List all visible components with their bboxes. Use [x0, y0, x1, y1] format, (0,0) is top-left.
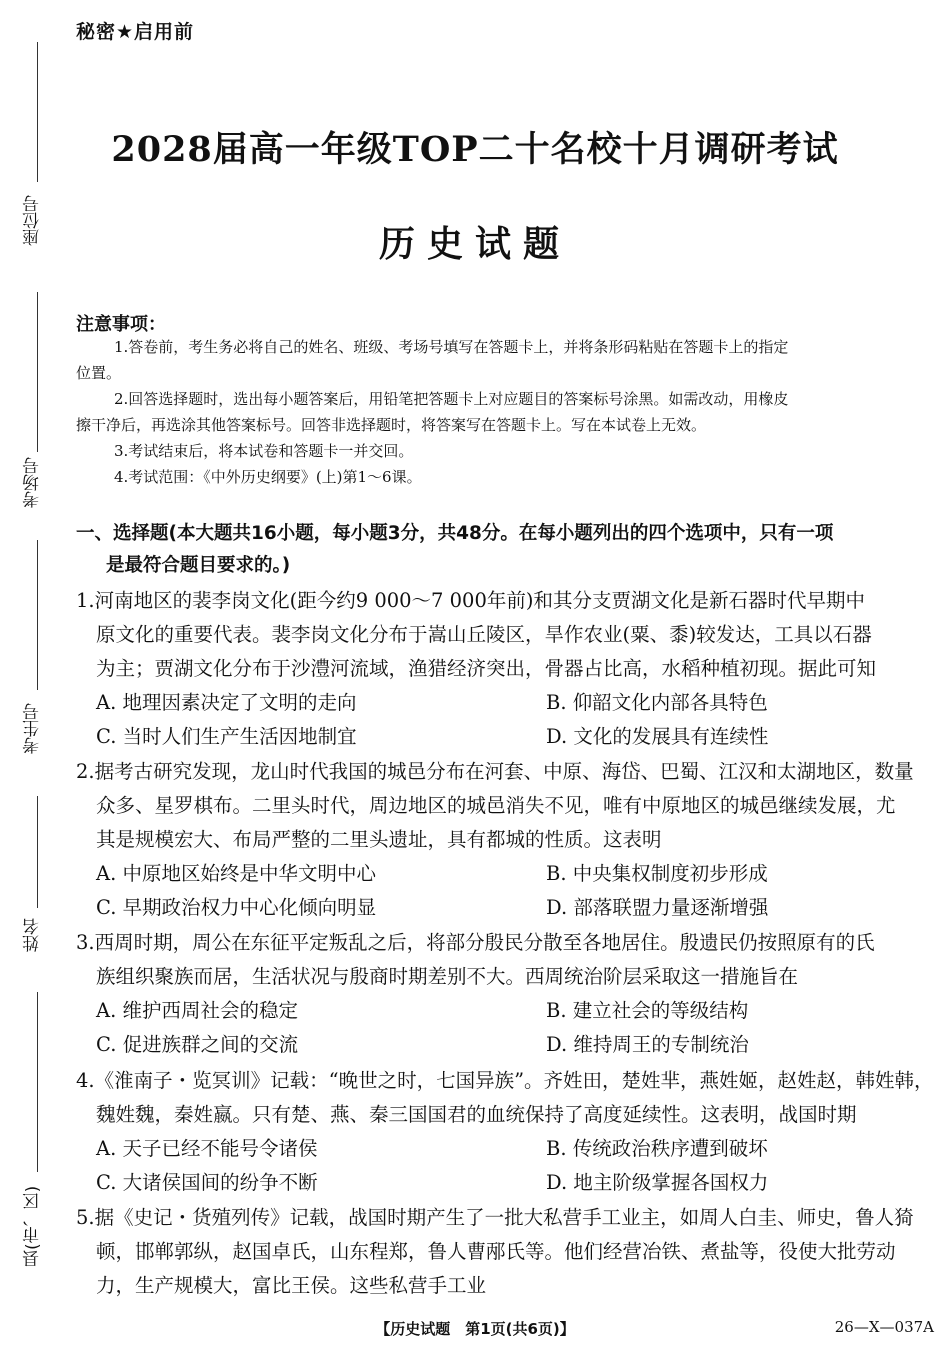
question-stem: 5.据《史记・货殖列传》记载，战国时期产生了一批大私营手工业主，如周人白圭、师史，鲁人猗: [76, 1206, 914, 1229]
section-heading: [76, 518, 938, 582]
question-stem: 族组织聚族而居，生活状况与殷商时期差别不大。西周统治阶层采取这一措施旨在: [96, 965, 799, 988]
option-d[interactable]: D. 地主阶级掌握各国权力: [546, 1171, 769, 1194]
option-a[interactable]: A. 中原地区始终是中华文明中心: [96, 862, 376, 885]
sidebar-line: [37, 992, 38, 1172]
note-line: 2.回答选择题时，选出每小题答案后，用铅笔把答题卡上对应题目的答案标号涂黑。如需改动，用橡皮: [114, 390, 789, 408]
option-d[interactable]: D. 文化的发展具有连续性: [546, 725, 769, 748]
option-b[interactable]: B. 建立社会的等级结构: [546, 999, 749, 1022]
option-c[interactable]: C. 早期政治权力中心化倾向明显: [96, 896, 377, 919]
option-a[interactable]: A. 地理因素决定了文明的走向: [96, 691, 357, 714]
question-stem: 魏姓魏，秦姓嬴。只有楚、燕、秦三国国君的血统保持了高度延续性。这表明，战国时期: [96, 1103, 857, 1126]
page-footer: [0, 1318, 950, 1339]
option-a[interactable]: A. 维护西周社会的稳定: [96, 999, 298, 1022]
question-stem: 原文化的重要代表。裴李岗文化分布于嵩山丘陵区，旱作农业(粟、黍)较发达，工具以石器: [96, 623, 872, 646]
question-stem: 众多、星罗棋布。二里头时代，周边地区的城邑消失不见，唯有中原地区的城邑继续发展，尤: [96, 794, 896, 817]
notes-heading: 注意事项：: [76, 314, 166, 335]
section-heading-line: 是最符合题目要求的。): [106, 555, 291, 576]
question-stem: 为主；贾湖文化分布于沙澧河流域，渔猎经济突出，骨器占比高，水稻种植初现。据此可知: [96, 657, 877, 680]
note-line: 4.考试范围：《中外历史纲要》(上)第1～6课。: [114, 468, 422, 486]
sidebar-line: [37, 292, 38, 452]
note-item: [76, 464, 934, 490]
question-stem: 力，生产规模大，富比王侯。这些私营手工业: [96, 1274, 487, 1297]
sidebar-label-room: 考场号: [23, 457, 43, 509]
exam-title: 2028届高一年级TOP二十名校十月调研考试: [111, 129, 839, 170]
footer-label: 【历史试题 第1页(共6页)】: [375, 1320, 575, 1338]
question-stem: 2.据考古研究发现，龙山时代我国的城邑分布在河套、中原、海岱、巴蜀、江汉和太湖地区，数量: [76, 760, 914, 783]
option-c[interactable]: C. 当时人们生产生活因地制宜: [96, 725, 357, 748]
question-stem: 1.河南地区的裴李岗文化(距今约9 000～7 000年前)和其分支贾湖文化是新石器时代早期中: [76, 589, 865, 612]
option-b[interactable]: B. 传统政治秩序遭到破坏: [546, 1137, 768, 1160]
question-stem: 其是规模宏大、布局严整的二里头遗址，具有都城的性质。这表明: [96, 828, 662, 851]
option-b[interactable]: B. 仰韶文化内部各具特色: [546, 691, 768, 714]
note-line: 擦干净后，再选涂其他答案标号。回答非选择题时，将答案写在答题卡上。写在本试卷上无效。: [76, 416, 707, 434]
question-stem: 4.《淮南子・览冥训》记载：“晚世之时，七国异族”。齐姓田，楚姓芈，燕姓姬，赵姓赵，韩姓韩，: [76, 1069, 934, 1092]
option-d[interactable]: D. 维持周王的专制统治: [546, 1033, 749, 1056]
section-heading-line: 一、选择题(本大题共16小题，每小题3分，共48分。在每小题列出的四个选项中，只有一项: [76, 523, 834, 544]
sidebar-label-name: 姓名: [23, 918, 43, 952]
option-b[interactable]: B. 中央集权制度初步形成: [546, 862, 768, 885]
note-line: 3.考试结束后，将本试卷和答题卡一并交回。: [114, 442, 414, 460]
note-line: 位置。: [76, 364, 122, 382]
sidebar-line: [37, 796, 38, 908]
option-d[interactable]: D. 部落联盟力量逐渐增强: [546, 896, 769, 919]
sidebar-line: [37, 540, 38, 690]
note-item: [76, 386, 934, 438]
sidebar-line: [37, 42, 38, 182]
note-item: [76, 334, 934, 386]
confidential-mark: 秘密★启用前: [76, 21, 195, 43]
option-a[interactable]: A. 天子已经不能号令诸侯: [96, 1137, 318, 1160]
note-line: 1.答卷前，考生务必将自己的姓名、班级、考场号填写在答题卡上，并将条形码粘贴在答题卡上的指定: [114, 338, 789, 356]
question-stem: 顿，邯郸郭纵，赵国卓氏，山东程郑，鲁人曹邴氏等。他们经营冶铁、煮盐等，役使大批劳动: [96, 1240, 896, 1263]
question-stem: 3.西周时期，周公在东征平定叛乱之后，将部分殷民分散至各地居住。殷遗民仍按照原有的氏: [76, 931, 875, 954]
sidebar-label-county: 县(市、区): [23, 1185, 43, 1267]
note-item: [76, 438, 934, 464]
subject-title: 历史试题: [378, 224, 571, 265]
sidebar-label-candidate: 考生号: [23, 703, 43, 755]
sidebar-label-seat: 座位号: [23, 195, 43, 247]
option-c[interactable]: C. 促进族群之间的交流: [96, 1033, 299, 1056]
paper-code: 26—X—037A: [834, 1318, 934, 1336]
option-c[interactable]: C. 大诸侯国间的纷争不断: [96, 1171, 318, 1194]
